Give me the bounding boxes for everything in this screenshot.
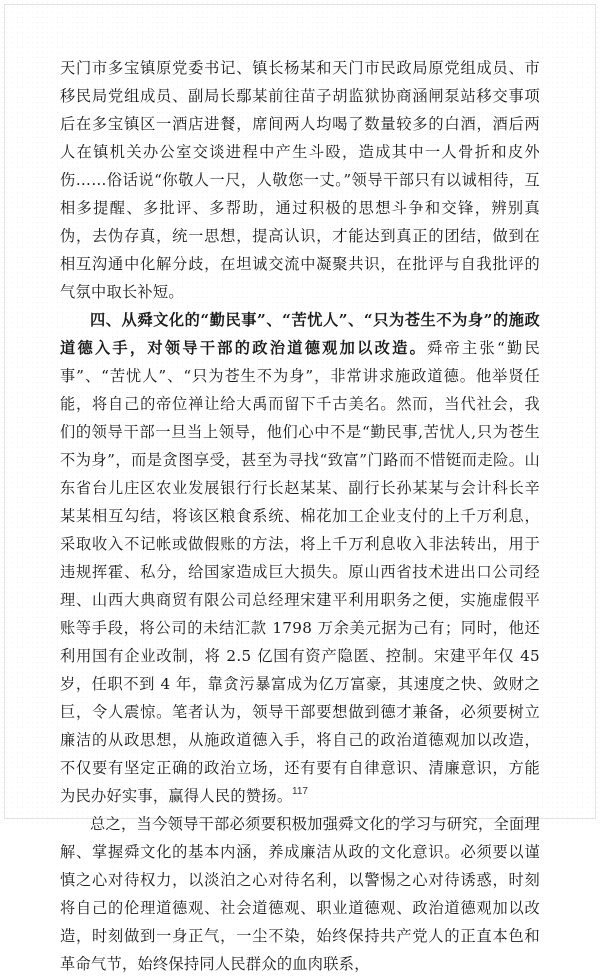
- paragraph-2-text: 舜帝主张“勤民事”、“苦忧人”、“只为苍生不为身”，非常讲求施政道德。他举贤任能，将自己的帝位禅让给大禹而留下千古美名。然而，当代社会，我们的领导干部一旦当上领导，他们心中不是“勤民事,苦忧人,只为苍生不为身”，而是贪图享受，甚至为寻找“致富”门路而不惜铤而走险。山东省台儿庄区农业发展银行行长赵某某、副行长孙某某与会计科长辛某某相互勾结，将该区粮食系统、棉花加工企业支付的上千万利息，采取收入不记帐或做假账的方法，将上千万利息收入非法转出，用于违规挥霍、私分，给国家造成巨大损失。原山西省技术进出口公司经理、山西大典商贸有限公司总经理宋建平利用职务之便，实施虚假平账等手段，将公司的未结汇款 1798 万余美元据为己有；同时，他还利用国有企业改制，将 2.5 亿国有资产隐匿、控制。宋建平年仅 45 岁，任职不到 4 年，靠贪污暴富成为亿万富豪，其速度之快、敛财之巨，令人震惊。笔者认为，领导干部要想做到德才兼备，必须要树立廉洁的从政思想，从施政道德入手，将自己的政治道德观加以改造，不仅要有坚定正确的政治立场，还有要有自律意识、清廉意识，方能为民办好实事，赢得人民的赞扬。: [60, 339, 540, 805]
- paragraph-1: [60, 54, 540, 306]
- paragraph-1-text: 天门市多宝镇原党委书记、镇长杨某和天门市民政局原党组成员、市移民局党组成员、副局长鄢某前往苗子胡监狱协商涵闸泵站移交事项后在多宝镇区一酒店进餐，席间两人均喝了数量较多的白酒，酒后两人在镇机关办公室交谈进程中产生斗殴，造成其中一人骨折和皮外伤……俗话说“你敬人一尺，人敬您一丈。”领导干部只有以诚相待，互相多提醒、多批评、多帮助，通过积极的思想斗争和交锋，辨别真伪，去伪存真，统一思想，提高认识，才能达到真正的团结，做到在相互沟通中化解分歧，在坦诚交流中凝聚共识，在批评与自我批评的气氛中取长补短。: [60, 59, 540, 301]
- paragraph-2: [60, 306, 540, 810]
- paragraph-3-text: 总之，当今领导干部必须要积极加强舜文化的学习与研究，全面理解、掌握舜文化的基本内涵，养成廉洁从政的文化意识。必须要以谨慎之心对待权力，以淡泊之心对待名利，以警惕之心对待诱惑，时刻将自己的伦理道德观、社会道德观、职业道德观、政治道德观加以改造，时刻做到一身正气，一尘不染，始终保持共产党人的正直本色和革命气节，始终保持同人民群众的血肉联系，: [60, 815, 540, 973]
- page-number: 117: [292, 786, 308, 797]
- section-heading: 四、从舜文化的“勤民事”、“苦忧人”、“只为苍生不为身”的施政道德入手，对领导干部的政治道德观加以改造。: [60, 311, 540, 357]
- paragraph-3: [60, 810, 540, 978]
- body-text: [60, 54, 540, 978]
